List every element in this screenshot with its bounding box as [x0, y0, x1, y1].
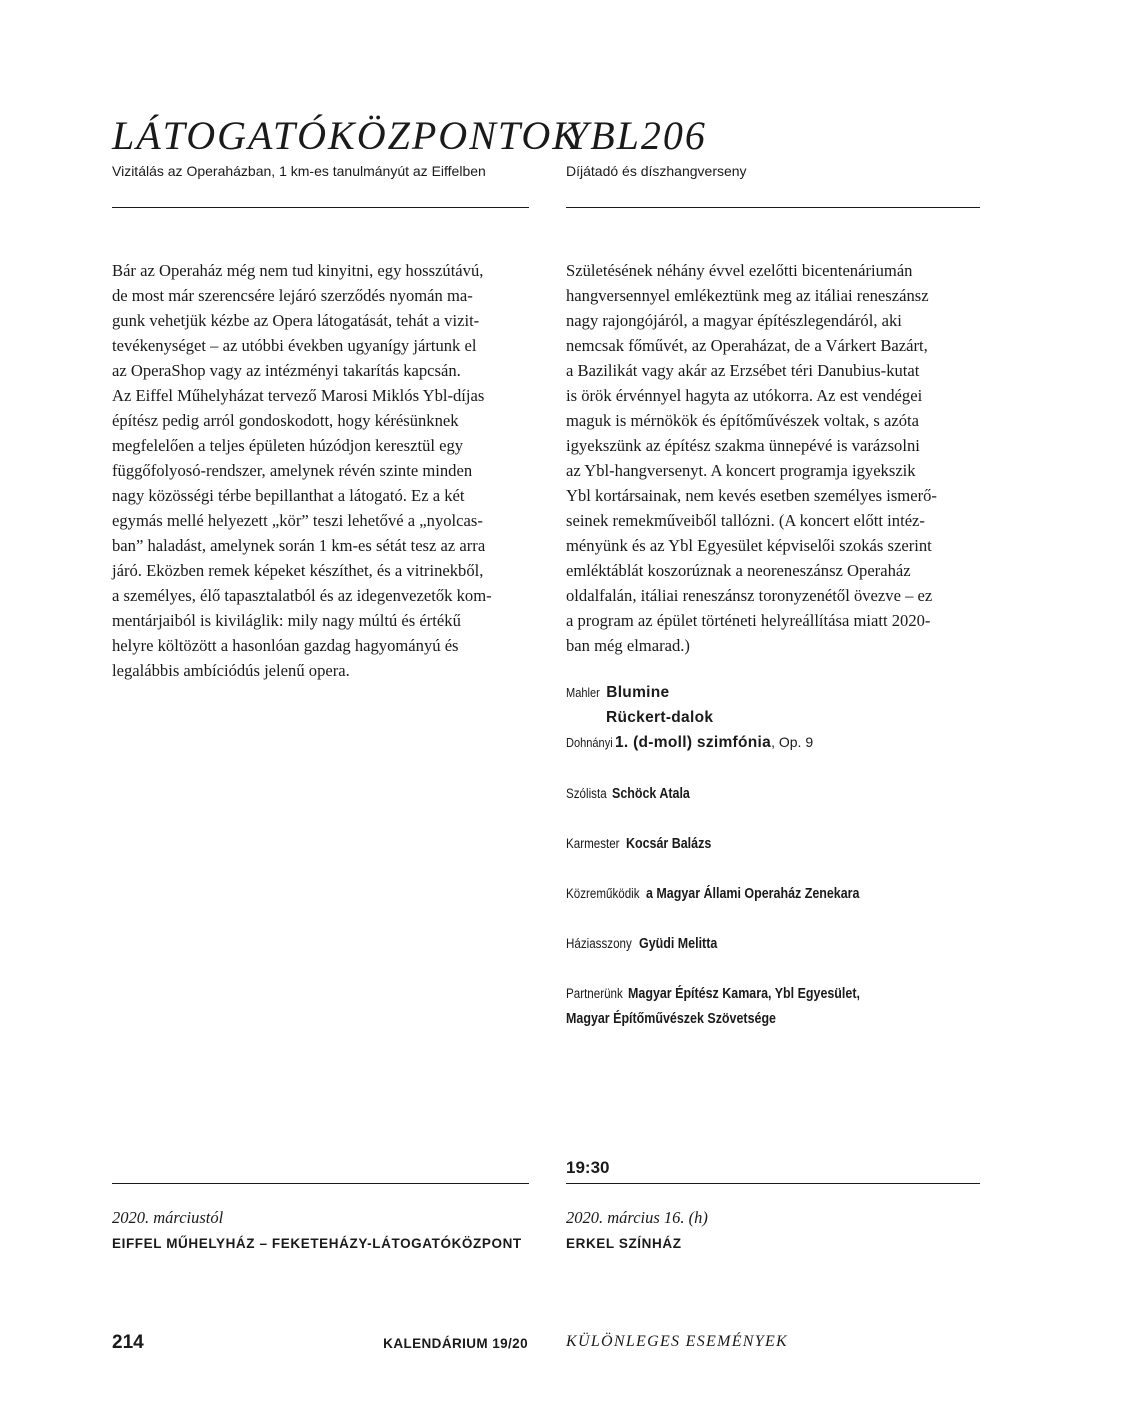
- right-article-title: YBL206: [566, 113, 707, 158]
- body-line: Ybl kortársainak, nem kevés esetben személyes ismerő-: [566, 486, 937, 505]
- section-name: KÜLÖNLEGES ESEMÉNYEK: [566, 1333, 789, 1350]
- body-line: ban” haladást, amelynek során 1 km-es sétát tesz az arra: [112, 536, 486, 555]
- program-line-mahler: [566, 684, 669, 702]
- program-composer: Dohnányi: [566, 735, 613, 750]
- credit-name: Schöck Atala: [612, 786, 691, 802]
- credit-role: Szólista: [566, 786, 607, 801]
- body-line: járó. Eközben remek képeket készíthet, és a vitrinekből,: [112, 561, 484, 580]
- body-line: a Bazilikát vagy akár az Erzsébet téri Danubius-kutat: [566, 361, 920, 380]
- credit-role: Háziasszony: [566, 936, 632, 951]
- credit-soloist: [566, 785, 703, 803]
- body-line: ményünk és az Ybl Egyesület képviselői szokás szerint: [566, 536, 932, 555]
- credit-host: [566, 935, 730, 953]
- program-work: Rückert-dalok: [606, 709, 714, 726]
- credit-role: Partnerünk: [566, 986, 623, 1001]
- left-event-venue: EIFFEL MŰHELYHÁZ – FEKETEHÁZY-LÁTOGATÓKÖZPONT: [112, 1236, 522, 1251]
- program-composer: Mahler: [566, 685, 600, 700]
- left-top-rule: [112, 207, 529, 208]
- body-line: nagy rajongójáról, a magyar építészlegendáról, aki: [566, 311, 902, 330]
- page-number: 214: [112, 1332, 144, 1353]
- credit-name: Magyar Építőművészek Szövetsége: [566, 1011, 777, 1027]
- credit-conductor: [566, 835, 725, 853]
- left-article-body: [112, 258, 529, 683]
- body-line: gunk vehetjük kézbe az Opera látogatását, tehát a vizit-: [112, 311, 480, 330]
- program-line-ruckert: [606, 709, 713, 727]
- credit-name: Kocsár Balázs: [626, 836, 712, 852]
- body-line: Bár az Operaház még nem tud kinyitni, egy hosszútávú,: [112, 261, 484, 280]
- event-time: 19:30: [566, 1158, 610, 1177]
- right-top-rule: [566, 207, 980, 208]
- body-line: Az Eiffel Műhelyházat tervező Marosi Miklós Ybl-díjas: [112, 386, 485, 405]
- body-line: ban még elmarad.): [566, 636, 690, 655]
- left-bottom-rule: [112, 1183, 529, 1184]
- body-line: függőfolyosó-rendszer, amelynek révén szinte minden: [112, 461, 473, 480]
- body-line: egymás mellé helyezett „kör” teszi lehetővé a „nyolcas-: [112, 511, 483, 530]
- body-line: megfelelően a teljes épületen húzódjon keresztül egy: [112, 436, 464, 455]
- credit-role: Közreműködik: [566, 886, 640, 901]
- body-line: is örök érvénnyel hagyta az utókorra. Az est vendégei: [566, 386, 923, 405]
- body-line: Születésének néhány évvel ezelőtti bicentenáriumán: [566, 261, 913, 280]
- credit-performer: [566, 885, 894, 903]
- credit-partner: [566, 985, 898, 1003]
- body-line: a személyes, élő tapasztalatból és az idegenvezetők kom-: [112, 586, 492, 605]
- body-line: legalábbis ambíciódús jelenű opera.: [112, 661, 350, 680]
- right-event-venue: ERKEL SZÍNHÁZ: [566, 1236, 682, 1251]
- publication-name: KALENDÁRIUM 19/20: [383, 1336, 528, 1351]
- credit-role: Karmester: [566, 836, 620, 851]
- body-line: helyre költözött a hasonlóan gazdag hagyományú és: [112, 636, 459, 655]
- body-line: de most már szerencsére lejáró szerződés nyomán ma-: [112, 286, 473, 305]
- program-opus: , Op. 9: [771, 734, 814, 750]
- body-line: nagy közösségi térbe bepillanthat a látogató. Ez a két: [112, 486, 465, 505]
- right-article-subtitle: Díjátadó és díszhangverseny: [566, 163, 747, 179]
- program-work: Blumine: [606, 684, 670, 701]
- body-line: mentárjaiból is kiviláglik: mily nagy múltú és értékű: [112, 611, 461, 630]
- left-article-title: LÁTOGATÓKÖZPONTOK: [112, 113, 581, 158]
- credit-name: a Magyar Állami Operaház Zenekara: [645, 886, 860, 902]
- credit-name: Gyüdi Melitta: [638, 936, 717, 952]
- body-line: emléktáblát koszorúznak a neoreneszánsz Operaház: [566, 561, 911, 580]
- right-bottom-rule: [566, 1183, 980, 1184]
- credit-name: Magyar Építész Kamara, Ybl Egyesület,: [628, 986, 860, 1002]
- body-line: hangversennyel emlékeztünk meg az itáliai reneszánsz: [566, 286, 929, 305]
- body-line: maguk is mérnökök és építőművészek voltak, s azóta: [566, 411, 919, 430]
- body-line: oldalfalán, itáliai reneszánsz toronyzenétől övezve – ez: [566, 586, 933, 605]
- body-line: a program az épület történeti helyreállítása miatt 2020-: [566, 611, 931, 630]
- right-article-body: [566, 258, 980, 658]
- body-line: nemcsak főművét, az Operaházat, de a Várkert Bazárt,: [566, 336, 928, 355]
- program-line-dohnanyi: [566, 734, 813, 752]
- body-line: igyekszünk az építész szakma ünnepévé is varázsolni: [566, 436, 920, 455]
- body-line: az Ybl-hangversenyt. A koncert programja igyekszik: [566, 461, 916, 480]
- left-article-subtitle: Vizitálás az Operaházban, 1 km-es tanulmányút az Eiffelben: [112, 163, 486, 179]
- left-event-date: 2020. márciustól: [112, 1208, 224, 1227]
- program-work: 1. (d-moll) szimfónia: [614, 734, 772, 751]
- body-line: építész pedig arról gondoskodott, hogy kérésünknek: [112, 411, 459, 430]
- right-event-date: 2020. március 16. (h): [566, 1208, 708, 1227]
- body-line: tevékenységet – az utóbbi években ugyanígy jártunk el: [112, 336, 477, 355]
- credit-partner-line2: [566, 1010, 810, 1028]
- body-line: az OperaShop vagy az intézményi takarítás kapcsán.: [112, 361, 461, 380]
- body-line: seinek remekműveiből tallózni. (A koncert előtt intéz-: [566, 511, 925, 530]
